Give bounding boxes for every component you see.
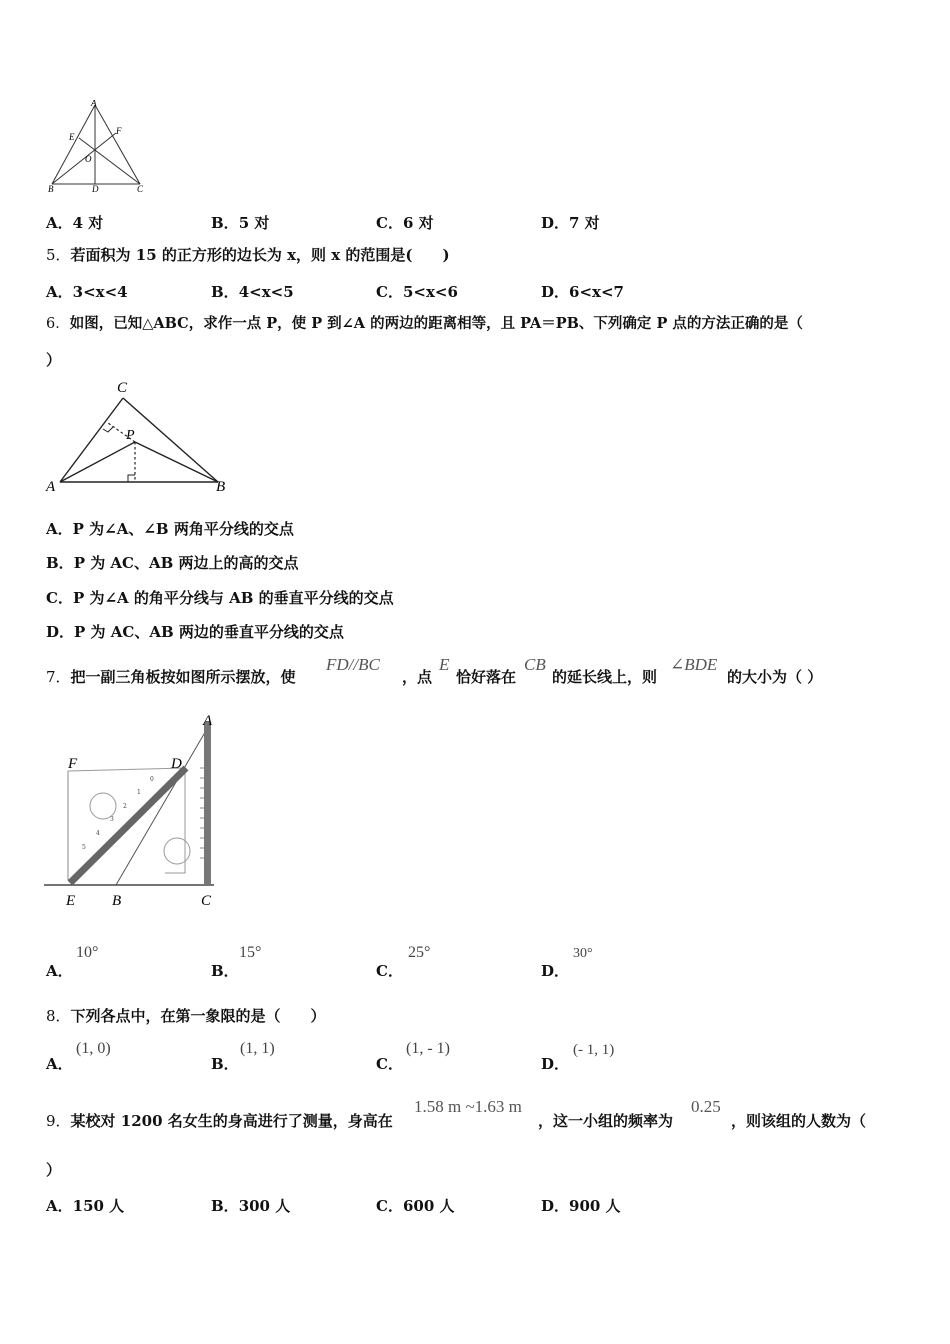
q7-option-b-value: 15° bbox=[239, 944, 262, 961]
q8-option-c-letter[interactable]: C． bbox=[376, 1055, 403, 1073]
q9-option-d[interactable] bbox=[541, 1195, 621, 1216]
q5-option-d-text: 6<x<7 bbox=[569, 283, 624, 301]
q6-stem-line1 bbox=[46, 314, 803, 334]
q4-option-d-text: 7 对 bbox=[569, 214, 600, 232]
q6-option-a-text: P 为∠A、∠B 两角平分线的交点 bbox=[72, 520, 294, 538]
q7-formula-fd-parallel-bc: FD//BC bbox=[326, 655, 380, 674]
q9-option-b-letter: B． bbox=[211, 1197, 239, 1215]
q7-option-c-value: 25° bbox=[408, 944, 431, 961]
q5-option-c-text: 5<x<6 bbox=[402, 283, 458, 301]
q5-option-b-text: 4<x<5 bbox=[238, 283, 294, 301]
q7-label-A: A bbox=[203, 713, 213, 729]
q4-label-A: A bbox=[91, 100, 97, 108]
q6-label-P: P bbox=[126, 428, 135, 443]
q9-stem-part1 bbox=[46, 1111, 393, 1131]
q9-option-c-text: 600 人 bbox=[402, 1197, 455, 1215]
q4-option-c-letter: C． bbox=[376, 214, 403, 232]
q9-option-b[interactable] bbox=[211, 1195, 290, 1216]
q4-triangle-figure bbox=[44, 100, 156, 195]
q7-number: 7． bbox=[46, 668, 71, 686]
q7-text-part1: 把一副三角板按如图所示摆放，使 bbox=[70, 668, 296, 686]
q9-option-c[interactable] bbox=[376, 1195, 455, 1216]
q9-option-d-letter: D． bbox=[541, 1197, 570, 1215]
q6-option-b-text: P 为 AC、AB 两边上的高的交点 bbox=[73, 554, 299, 572]
q6-label-B: B bbox=[216, 479, 226, 495]
q7-ruler-mark-0: 0 bbox=[150, 776, 154, 783]
q6-label-C: C bbox=[117, 380, 128, 396]
q7-set-squares-figure bbox=[40, 708, 230, 913]
q7-formula-angle-bde: ∠BDE bbox=[670, 655, 718, 674]
q7-label-D: D bbox=[171, 756, 182, 772]
q9-option-a-letter: A． bbox=[46, 1197, 73, 1215]
q4-option-a[interactable] bbox=[46, 212, 103, 233]
q5-option-b[interactable] bbox=[211, 281, 294, 302]
q7-ruler-mark-4: 4 bbox=[96, 830, 100, 837]
q4-option-a-letter: A． bbox=[46, 214, 73, 232]
q4-option-c-text: 6 对 bbox=[402, 214, 434, 232]
q8-option-d-letter[interactable]: D． bbox=[541, 1055, 570, 1073]
q7-formula-cb: CB bbox=[524, 655, 546, 674]
q8-option-c-value: (1, - 1) bbox=[406, 1040, 450, 1057]
q6-option-a[interactable] bbox=[46, 518, 294, 539]
q8-option-a-letter[interactable]: A． bbox=[46, 1055, 73, 1073]
q8-stem bbox=[46, 1006, 326, 1026]
q4-option-b[interactable] bbox=[211, 212, 269, 233]
q6-option-c-letter: C． bbox=[46, 589, 73, 607]
q4-label-C: C bbox=[137, 184, 144, 194]
q4-option-d[interactable] bbox=[541, 212, 600, 233]
q6-option-a-letter: A． bbox=[46, 520, 73, 538]
q7-ruler-mark-1: 1 bbox=[137, 789, 141, 796]
q7-text-part5: 恰好落在 bbox=[456, 668, 517, 686]
q7-label-F: F bbox=[68, 756, 78, 772]
q7-option-d-letter[interactable]: D． bbox=[541, 962, 570, 980]
q5-option-b-letter: B． bbox=[211, 283, 239, 301]
q6-option-b-letter: B． bbox=[46, 554, 74, 572]
q6-label-A: A bbox=[46, 479, 56, 495]
q9-stem-line2: ） bbox=[46, 1161, 62, 1179]
q8-option-d-value: (- 1, 1) bbox=[573, 1042, 615, 1058]
q5-option-c-letter: C． bbox=[376, 283, 403, 301]
q7-ruler-mark-5: 5 bbox=[82, 844, 86, 851]
q7-option-a-letter[interactable]: A． bbox=[46, 962, 73, 980]
q8-text: 下列各点中，在第一象限的是（ ） bbox=[70, 1007, 326, 1025]
q9-text-part1: 某校对 1200 名女生的身高进行了测量，身高在 bbox=[70, 1112, 393, 1130]
q7-formula-e: E bbox=[439, 655, 450, 674]
q6-option-d[interactable] bbox=[46, 621, 344, 642]
q7-text-part9: 的大小为（ ） bbox=[727, 668, 823, 686]
q9-option-c-letter: C． bbox=[376, 1197, 403, 1215]
q5-number: 5． bbox=[46, 246, 71, 264]
q6-option-c-text: P 为∠A 的角平分线与 AB 的垂直平分线的交点 bbox=[72, 589, 394, 607]
q4-label-E: E bbox=[69, 132, 75, 142]
q5-option-a-text: 3<x<4 bbox=[72, 283, 128, 301]
q6-option-b[interactable] bbox=[46, 552, 299, 573]
q9-option-b-text: 300 人 bbox=[238, 1197, 291, 1215]
q7-label-C: C bbox=[201, 893, 212, 909]
q7-option-d-value: 30° bbox=[573, 946, 593, 961]
q8-option-b-value: (1, 1) bbox=[240, 1040, 275, 1057]
q8-option-a-value: (1, 0) bbox=[76, 1040, 111, 1057]
q4-option-d-letter: D． bbox=[541, 214, 570, 232]
q7-stem bbox=[46, 667, 296, 687]
q7-label-E: E bbox=[66, 893, 76, 909]
q7-ruler-mark-2: 2 bbox=[123, 803, 127, 810]
q7-text-part3: ，点 bbox=[402, 668, 433, 686]
q4-option-a-text: 4 对 bbox=[72, 214, 104, 232]
q4-option-b-text: 5 对 bbox=[238, 214, 270, 232]
q5-option-a-letter: A． bbox=[46, 283, 73, 301]
q7-option-a-value: 10° bbox=[76, 944, 99, 961]
q4-label-D: D bbox=[92, 184, 99, 194]
q4-label-B: B bbox=[48, 184, 54, 194]
q6-option-c[interactable] bbox=[46, 587, 394, 608]
q5-option-a[interactable] bbox=[46, 281, 128, 302]
q9-text-part3: ，这一小组的频率为 bbox=[538, 1112, 674, 1130]
q5-option-c[interactable] bbox=[376, 281, 458, 302]
q5-option-d[interactable] bbox=[541, 281, 624, 302]
q8-option-b-letter[interactable]: B． bbox=[211, 1055, 239, 1073]
q6-text-line1: 如图，已知△ABC，求作一点 P，使 P 到∠A 的两边的距离相等，且 PA＝PB、下列确定 P 点的方法正确的是（ bbox=[69, 315, 803, 332]
q4-label-F: F bbox=[116, 126, 122, 136]
q7-label-B: B bbox=[112, 893, 122, 909]
q4-option-b-letter: B． bbox=[211, 214, 239, 232]
q8-number: 8． bbox=[46, 1007, 71, 1025]
q7-ruler-mark-3: 3 bbox=[110, 816, 114, 823]
q9-text-part5: ，则该组的人数为（ bbox=[731, 1112, 867, 1130]
q9-option-a-text: 150 人 bbox=[72, 1197, 125, 1215]
q9-formula-frequency: 0.25 bbox=[691, 1097, 721, 1116]
q4-option-c[interactable] bbox=[376, 212, 434, 233]
q6-text-line2: ） bbox=[46, 351, 62, 369]
q7-text-part7: 的延长线上，则 bbox=[552, 668, 658, 686]
q9-option-d-text: 900 人 bbox=[569, 1197, 621, 1215]
q9-number: 9． bbox=[46, 1112, 71, 1130]
q5-text: 若面积为 15 的正方形的边长为 x，则 x 的范围是( ) bbox=[70, 246, 450, 264]
q5-stem bbox=[46, 245, 450, 265]
q7-option-b-letter[interactable]: B． bbox=[211, 962, 239, 980]
q5-option-d-letter: D． bbox=[541, 283, 570, 301]
q6-number: 6． bbox=[46, 316, 70, 332]
q9-formula-height-range: 1.58 m ~1.63 m bbox=[414, 1097, 522, 1116]
q9-option-a[interactable] bbox=[46, 1195, 124, 1216]
q6-option-d-text: P 为 AC、AB 两边的垂直平分线的交点 bbox=[74, 623, 344, 641]
q6-stem-line2 bbox=[46, 350, 61, 370]
q4-label-O: O bbox=[85, 154, 92, 164]
q6-triangle-figure bbox=[44, 376, 234, 496]
q6-option-d-letter: D． bbox=[46, 623, 75, 641]
q7-option-c-letter[interactable]: C． bbox=[376, 962, 403, 980]
